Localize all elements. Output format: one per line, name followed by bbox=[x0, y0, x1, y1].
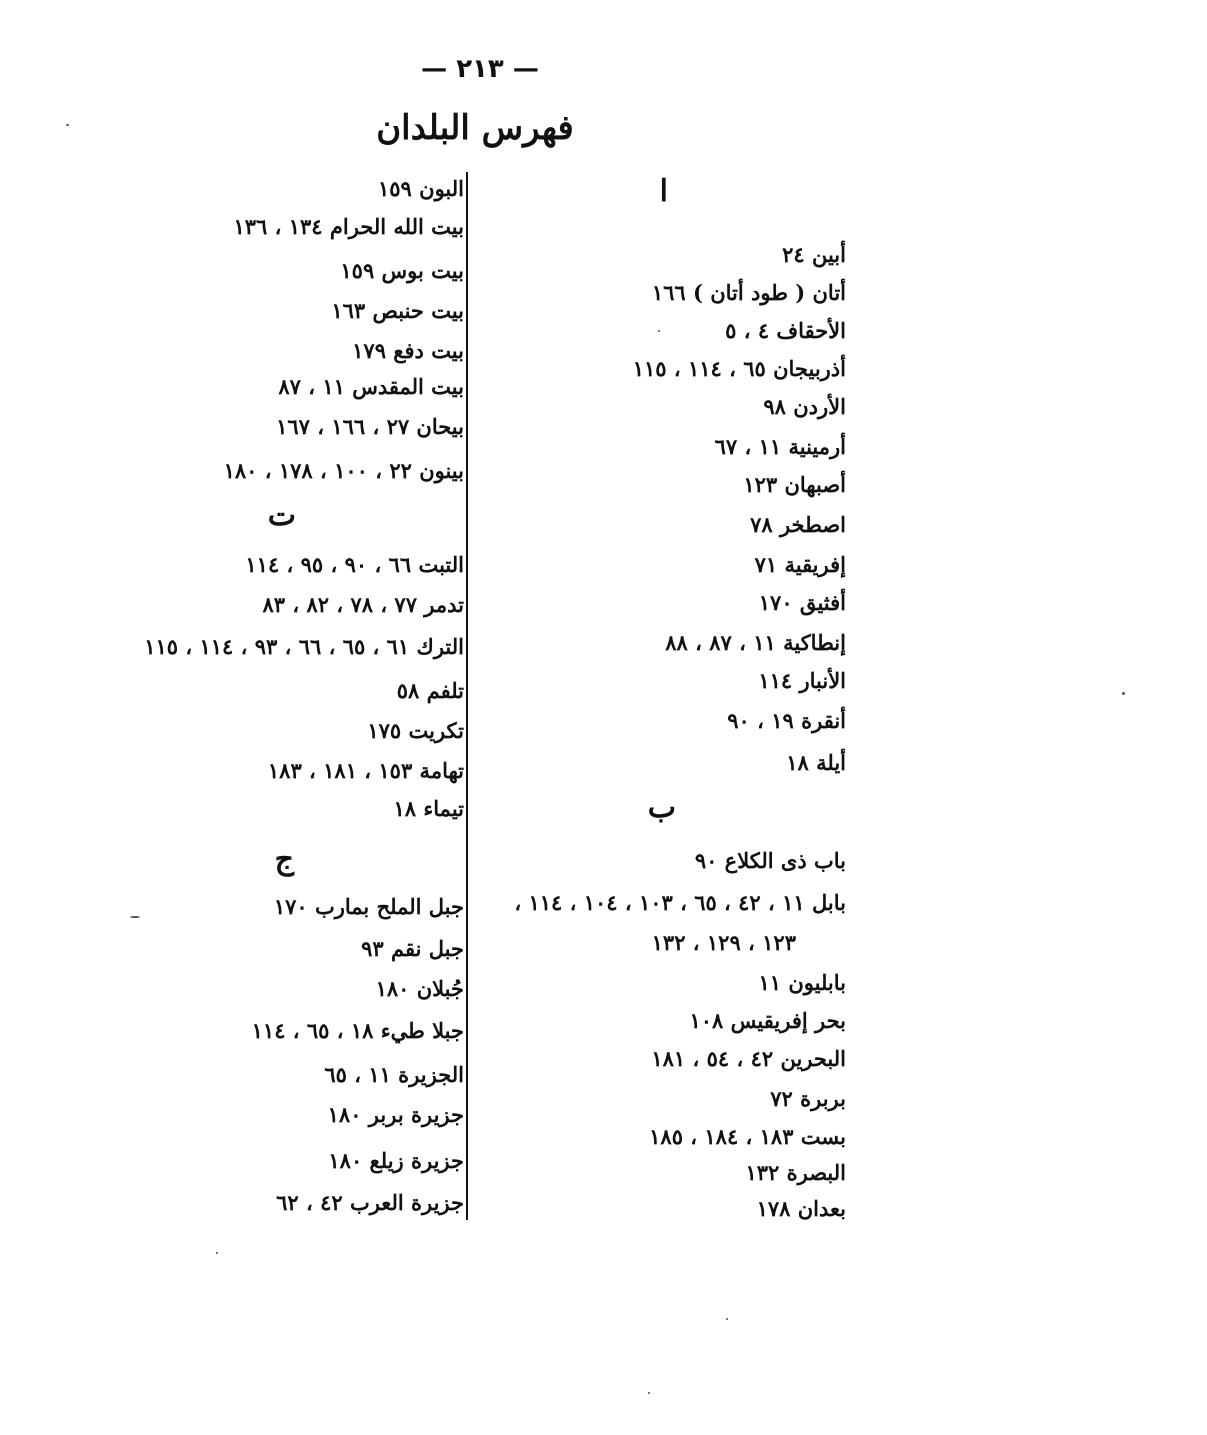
index-entry: بيت حنبص ١٦٣ bbox=[331, 298, 464, 323]
index-entry: أذربيجان ٦٥ ، ١١٤ ، ١١٥ bbox=[632, 356, 846, 381]
page-number: — ٢١٣ — bbox=[421, 54, 539, 84]
index-entry: جُبلان ١٨٠ bbox=[375, 976, 464, 1001]
index-entry: أنقرة ١٩ ، ٩٠ bbox=[727, 708, 846, 733]
column-divider bbox=[466, 172, 468, 1220]
index-entry-continuation: ١٢٣ ، ١٢٩ ، ١٣٢ bbox=[651, 930, 796, 955]
index-entry: إنطاكية ١١ ، ٨٧ ، ٨٨ bbox=[665, 630, 846, 655]
index-entry: إفريقية ٧١ bbox=[754, 552, 846, 577]
index-entry: تهامة ١٥٣ ، ١٨١ ، ١٨٣ bbox=[267, 758, 464, 783]
scan-speck bbox=[658, 330, 660, 332]
index-entry: جزيرة العرب ٤٢ ، ٦٢ bbox=[276, 1190, 464, 1215]
index-entry: جبل نقم ٩٣ bbox=[361, 936, 464, 961]
index-entry: بابل ١١ ، ٤٢ ، ٦٥ ، ١٠٣ ، ١٠٤ ، ١١٤ ، bbox=[514, 890, 846, 915]
index-entry: جبلا طيء ١٨ ، ٦٥ ، ١١٤ bbox=[251, 1018, 464, 1043]
index-entry: الترك ٦١ ، ٦٥ ، ٦٦ ، ٩٣ ، ١١٤ ، ١١٥ bbox=[144, 634, 464, 659]
scan-speck bbox=[216, 1252, 218, 1254]
index-entry: بعدان ١٧٨ bbox=[756, 1196, 846, 1221]
index-entry: تلفم ٥٨ bbox=[396, 678, 464, 703]
index-entry: بحر إفريقيس ١٠٨ bbox=[689, 1008, 846, 1033]
index-entry: أفثيق ١٧٠ bbox=[758, 590, 846, 615]
index-entry: أرمينية ١١ ، ٦٧ bbox=[714, 434, 846, 459]
scan-speck bbox=[1122, 692, 1125, 695]
index-entry: أصبهان ١٢٣ bbox=[743, 472, 846, 497]
index-entry: بيت بوس ١٥٩ bbox=[340, 258, 464, 283]
section-letter-alif: ا bbox=[659, 174, 668, 209]
index-entry: الأنبار ١١٤ bbox=[758, 668, 846, 693]
index-entry: جبل الملح بمارب ١٧٠ bbox=[273, 894, 464, 919]
scan-speck bbox=[726, 1318, 728, 1320]
scan-speck bbox=[66, 124, 69, 126]
index-entry: تكريت ١٧٥ bbox=[367, 718, 464, 743]
index-entry: بيت المقدس ١١ ، ٨٧ bbox=[278, 374, 464, 399]
index-entry: جزيرة زيلع ١٨٠ bbox=[328, 1148, 464, 1173]
index-entry: البون ١٥٩ bbox=[378, 176, 464, 201]
index-entry: بيت الله الحرام ١٣٤ ، ١٣٦ bbox=[233, 214, 464, 239]
index-entry: جزيرة بربر ١٨٠ bbox=[327, 1102, 464, 1127]
section-letter-ta: ت bbox=[267, 498, 296, 533]
page-title: فهرس البلدان bbox=[376, 108, 574, 148]
index-entry: بيت دفع ١٧٩ bbox=[352, 338, 464, 363]
scan-speck bbox=[648, 1392, 650, 1394]
index-entry: اصطخر ٧٨ bbox=[750, 512, 846, 537]
index-entry: تيماء ١٨ bbox=[393, 796, 464, 821]
index-entry: بست ١٨٣ ، ١٨٤ ، ١٨٥ bbox=[649, 1124, 846, 1149]
index-entry: أتان ( طود أتان ) ١٦٦ bbox=[651, 280, 846, 305]
index-entry: أيلة ١٨ bbox=[786, 750, 846, 775]
index-entry: البصرة ١٣٢ bbox=[745, 1160, 846, 1185]
index-entry: بينون ٢٢ ، ١٠٠ ، ١٧٨ ، ١٨٠ bbox=[223, 458, 464, 483]
index-entry: باب ذى الكلاع ٩٠ bbox=[694, 848, 846, 873]
index-entry: بيحان ٢٧ ، ١٦٦ ، ١٦٧ bbox=[276, 414, 464, 439]
index-entry: التبت ٦٦ ، ٩٠ ، ٩٥ ، ١١٤ bbox=[245, 552, 464, 577]
index-entry: أبين ٢٤ bbox=[782, 242, 846, 267]
index-entry: بربرة ٧٢ bbox=[770, 1086, 846, 1111]
index-entry: البحرين ٤٢ ، ٥٤ ، ١٨١ bbox=[651, 1046, 846, 1071]
index-entry: تدمر ٧٧ ، ٧٨ ، ٨٢ ، ٨٣ bbox=[262, 592, 464, 617]
index-entry: الأردن ٩٨ bbox=[763, 394, 846, 419]
index-entry: الأحقاف ٤ ، ٥ bbox=[725, 318, 846, 343]
section-letter-ba: ب bbox=[647, 790, 676, 825]
index-entry: الجزيرة ١١ ، ٦٥ bbox=[324, 1062, 464, 1087]
scan-speck bbox=[130, 916, 140, 918]
index-entry: بابليون ١١ bbox=[758, 970, 846, 995]
section-letter-jim: ج bbox=[274, 842, 294, 877]
